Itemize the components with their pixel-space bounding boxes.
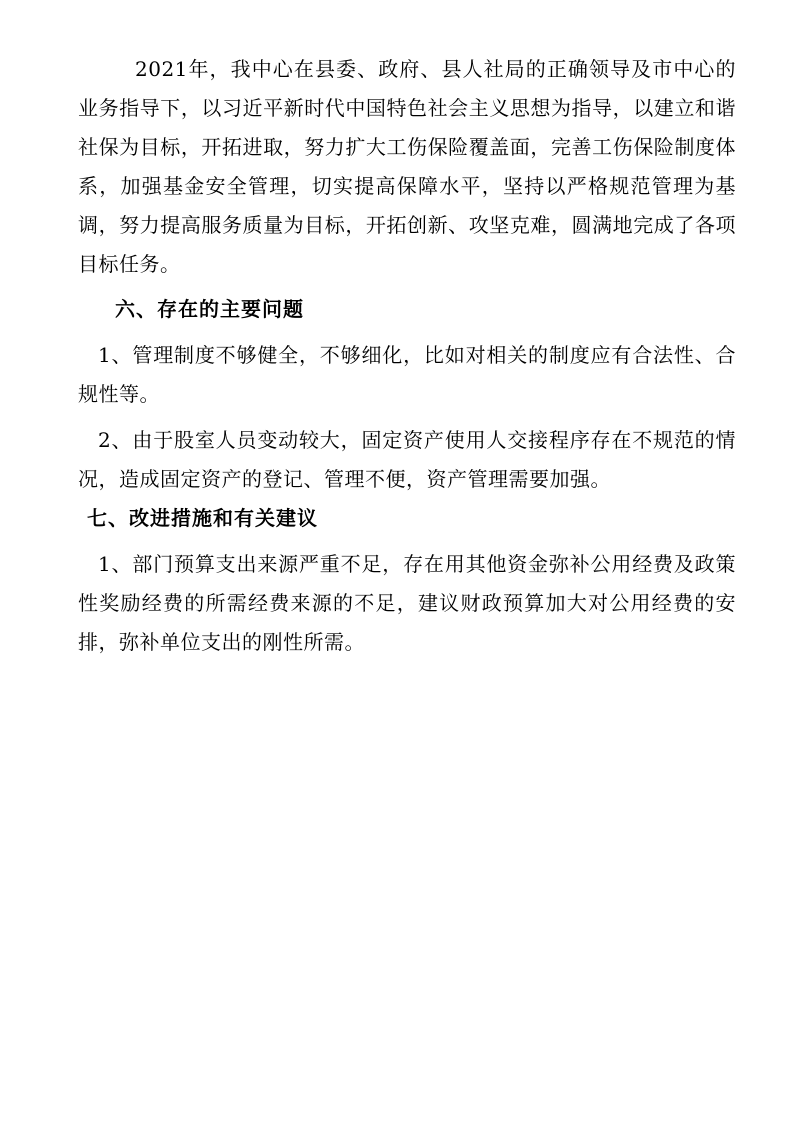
document-page <box>78 50 736 662</box>
section-6-item-2: 2、由于股室人员变动较大，固定资产使用人交接程序存在不规范的情况，造成固定资产的登记、管理不便，资产管理需要加强。 <box>78 428 736 491</box>
section-7-item-1: 1、部门预算支出来源严重不足，存在用其他资金弥补公用经费及政策性奖励经费的所需经费来源的不足，建议财政预算加大对公用经费的安排，弥补单位支出的刚性所需。 <box>78 552 736 654</box>
intro-paragraph: 2021年，我中心在县委、政府、县人社局的正确领导及市中心的业务指导下，以习近平新时代中国特色社会主义思想为指导，以建立和谐社保为目标，开拓进取，努力扩大工伤保险覆盖面，完善工伤保险制度体系，加强基金安全管理，切实提高保障水平，坚持以严格规范管理为基调，努力提高服务质量为目标，开拓创新、攻坚克难，圆满地完成了各项目标任务。 <box>78 57 736 276</box>
section-6-heading: 六、存在的主要问题 <box>115 297 304 321</box>
section-6-item-1: 1、管理制度不够健全，不够细化，比如对相关的制度应有合法性、合规性等。 <box>78 343 736 406</box>
section-7-heading: 七、改进措施和有关建议 <box>87 506 318 530</box>
